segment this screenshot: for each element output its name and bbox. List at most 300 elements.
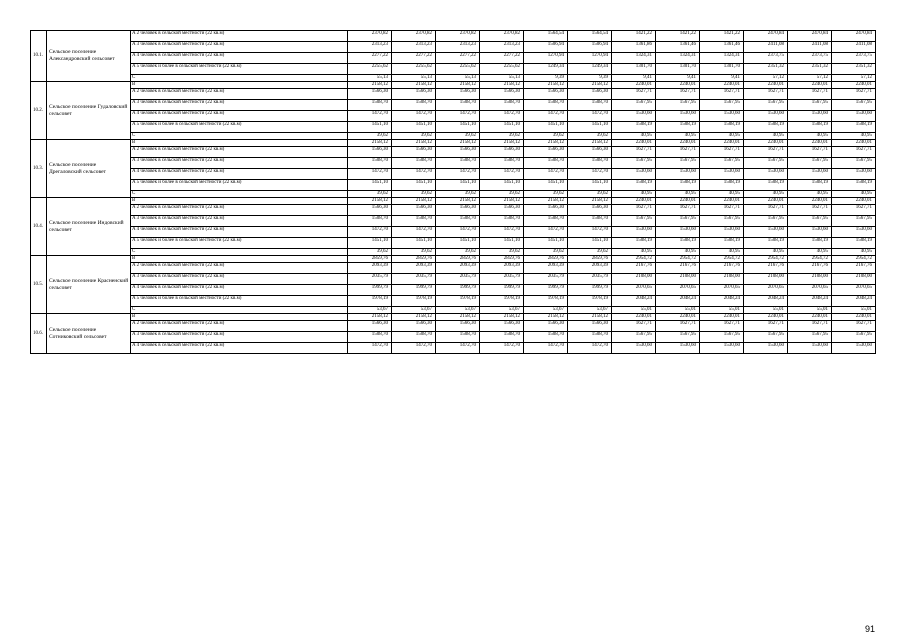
row-label: A 3 человек в сельской местности (22 кв.м) [131, 332, 348, 343]
table-row [31, 256, 876, 263]
value-cell: 1508,19 [832, 180, 876, 191]
value-cell: 1451,10 [524, 238, 568, 249]
value-cell: 2108,00 [788, 274, 832, 285]
value-cell: 2158,12 [348, 140, 392, 147]
value-cell: 55,01 [832, 307, 876, 314]
value-cell: 2158,12 [524, 82, 568, 89]
value-cell: 53,67 [392, 307, 436, 314]
value-cell: 55,13 [480, 75, 524, 82]
value-cell: 2277,22 [436, 53, 480, 64]
value-cell: 1567,95 [612, 332, 656, 343]
value-cell: 1361,46 [656, 42, 700, 53]
value-cell: 9,41 [656, 75, 700, 82]
value-cell: 1530,60 [612, 169, 656, 180]
value-cell: 1567,95 [612, 216, 656, 227]
table-row [31, 133, 876, 140]
value-cell: 2954,72 [656, 256, 700, 263]
value-cell: 2373,75 [832, 53, 876, 64]
value-cell: 1508,70 [436, 216, 480, 227]
value-cell: 1508,70 [480, 158, 524, 169]
value-cell: 1566,30 [480, 321, 524, 332]
value-cell: 55,01 [788, 307, 832, 314]
section-code: 10.1. [31, 31, 47, 82]
table-row [31, 169, 876, 180]
value-cell: 55,01 [700, 307, 744, 314]
value-cell: 1508,70 [436, 158, 480, 169]
value-cell: 1508,19 [832, 122, 876, 133]
value-cell: 1472,70 [348, 227, 392, 238]
value-cell: 1472,70 [524, 111, 568, 122]
value-cell: 1508,19 [700, 238, 744, 249]
value-cell: 2167,76 [788, 263, 832, 274]
row-label: A 4 человек в сельской местности (22 кв.м) [131, 111, 348, 122]
value-cell: 2373,75 [788, 53, 832, 64]
value-cell: 2859,76 [392, 256, 436, 263]
row-label: A 5 человек и более в сельской местности (22 кв.м) [131, 180, 348, 191]
row-label: B [131, 198, 348, 205]
row-label: A 2 человек в сельской местности (22 кв.м) [131, 321, 348, 332]
row-label: A 5 человек и более в сельской местности (22 кв.м) [131, 238, 348, 249]
table-row [31, 274, 876, 285]
value-cell: 39,62 [348, 191, 392, 198]
value-cell: 1508,19 [656, 122, 700, 133]
value-cell: 2954,72 [700, 256, 744, 263]
value-cell: 2158,12 [480, 82, 524, 89]
value-cell: 1566,30 [348, 321, 392, 332]
value-cell: 1508,19 [788, 238, 832, 249]
value-cell: 2158,12 [348, 82, 392, 89]
table-row [31, 238, 876, 249]
value-cell: 1530,60 [744, 169, 788, 180]
value-cell: 1567,95 [788, 100, 832, 111]
value-cell: 1472,70 [524, 169, 568, 180]
table-row [31, 122, 876, 133]
value-cell: 40,95 [788, 133, 832, 140]
value-cell: 1508,70 [392, 100, 436, 111]
value-cell: 1627,71 [612, 205, 656, 216]
value-cell: 2070,65 [744, 285, 788, 296]
value-cell: 1451,10 [392, 180, 436, 191]
value-cell: 2158,12 [480, 314, 524, 321]
value-cell: 1472,70 [480, 111, 524, 122]
value-cell: 40,95 [612, 249, 656, 256]
value-cell: 1508,70 [524, 158, 568, 169]
value-cell: 2351,32 [832, 64, 876, 75]
value-cell: 1566,30 [392, 205, 436, 216]
value-cell: 1567,95 [832, 332, 876, 343]
value-cell: 1564,54 [524, 31, 568, 42]
row-label: A 4 человек в сельской местности (22 кв.м) [131, 53, 348, 64]
value-cell: 2158,12 [436, 82, 480, 89]
value-cell: 1324,31 [612, 53, 656, 64]
row-label: A 3 человек в сельской местности (22 кв.м) [131, 42, 348, 53]
value-cell: 2277,22 [348, 53, 392, 64]
value-cell: 1999,79 [568, 285, 612, 296]
value-cell: 2167,76 [700, 263, 744, 274]
value-cell: 39,62 [436, 249, 480, 256]
value-cell: 40,95 [832, 133, 876, 140]
value-cell: 1508,70 [568, 100, 612, 111]
value-cell: 40,95 [700, 191, 744, 198]
value-cell: 1508,70 [436, 332, 480, 343]
value-cell: 2093,39 [392, 263, 436, 274]
value-cell: 2240,01 [612, 198, 656, 205]
value-cell: 1508,19 [744, 122, 788, 133]
value-cell: 1627,71 [832, 321, 876, 332]
value-cell: 1566,30 [480, 147, 524, 158]
value-cell: 1451,10 [480, 180, 524, 191]
value-cell: 39,62 [348, 133, 392, 140]
value-cell: 55,13 [348, 75, 392, 82]
value-cell: 39,62 [480, 133, 524, 140]
value-cell: 1567,95 [656, 216, 700, 227]
value-cell: 2240,01 [656, 198, 700, 205]
value-cell: 1508,70 [348, 216, 392, 227]
value-cell: 1472,70 [436, 343, 480, 354]
value-cell: 1566,30 [568, 89, 612, 100]
value-cell: 2240,01 [612, 82, 656, 89]
value-cell: 1530,60 [700, 227, 744, 238]
value-cell: 39,62 [524, 249, 568, 256]
value-cell: 2240,01 [656, 82, 700, 89]
value-cell: 2954,72 [744, 256, 788, 263]
value-cell: 2954,72 [832, 256, 876, 263]
row-label: B [131, 314, 348, 321]
value-cell: 1627,71 [832, 89, 876, 100]
value-cell: 53,67 [480, 307, 524, 314]
value-cell: 1567,95 [788, 216, 832, 227]
value-cell: 2158,12 [392, 314, 436, 321]
value-cell: 55,13 [392, 75, 436, 82]
value-cell: 2048,24 [656, 296, 700, 307]
value-cell: 1530,60 [656, 111, 700, 122]
value-cell: 2313,23 [348, 42, 392, 53]
value-cell: 2070,65 [612, 285, 656, 296]
value-cell: 2240,01 [832, 198, 876, 205]
settlement-name: Сельское поселение Красненский сельсовет [47, 256, 131, 314]
row-label: B [131, 82, 348, 89]
table-row [31, 75, 876, 82]
value-cell: 1567,95 [788, 158, 832, 169]
row-label: A 3 человек в сельской местности (22 кв.м) [131, 100, 348, 111]
value-cell: 1451,10 [348, 238, 392, 249]
value-cell: 1627,71 [788, 321, 832, 332]
value-cell: 2373,75 [744, 53, 788, 64]
value-cell: 1451,10 [480, 122, 524, 133]
value-cell: 1627,71 [744, 89, 788, 100]
value-cell: 1999,79 [436, 285, 480, 296]
value-cell: 1567,95 [788, 332, 832, 343]
value-cell: 2240,01 [788, 314, 832, 321]
value-cell: 2158,12 [480, 198, 524, 205]
row-label: A 4 человек в сельской местности (22 кв.м) [131, 227, 348, 238]
value-cell: 1451,10 [524, 180, 568, 191]
value-cell: 1508,70 [568, 332, 612, 343]
value-cell: 1566,30 [568, 147, 612, 158]
value-cell: 1567,95 [656, 332, 700, 343]
value-cell: 9,41 [700, 75, 744, 82]
value-cell: 1530,60 [832, 343, 876, 354]
value-cell: 2167,76 [744, 263, 788, 274]
value-cell: 1567,95 [656, 158, 700, 169]
row-label: A 2 человек в сельской местности (22 кв.м) [131, 147, 348, 158]
table-row [31, 205, 876, 216]
value-cell: 1567,95 [700, 158, 744, 169]
value-cell: 2158,12 [436, 314, 480, 321]
value-cell: 40,95 [656, 249, 700, 256]
value-cell: 1472,70 [480, 169, 524, 180]
value-cell: 2313,23 [392, 42, 436, 53]
value-cell: 1472,70 [348, 111, 392, 122]
table-row [31, 307, 876, 314]
value-cell: 39,62 [480, 249, 524, 256]
value-cell: 2240,01 [656, 314, 700, 321]
value-cell: 2070,65 [788, 285, 832, 296]
value-cell: 2370,82 [480, 31, 524, 42]
value-cell: 1451,10 [524, 122, 568, 133]
row-label: A 2 человек в сельской местности (22 кв.м) [131, 89, 348, 100]
value-cell: 1978,19 [480, 296, 524, 307]
value-cell: 2158,12 [524, 314, 568, 321]
value-cell: 1627,71 [656, 147, 700, 158]
value-cell: 40,95 [700, 249, 744, 256]
value-cell: 2255,62 [436, 64, 480, 75]
table-row [31, 100, 876, 111]
value-cell: 2158,12 [436, 140, 480, 147]
value-cell: 1270,94 [524, 53, 568, 64]
row-label: A 5 человек и более в сельской местности (22 кв.м) [131, 296, 348, 307]
row-label: C [131, 191, 348, 198]
value-cell: 1567,95 [744, 100, 788, 111]
value-cell: 1451,10 [348, 122, 392, 133]
value-cell: 1508,70 [480, 100, 524, 111]
value-cell: 1530,60 [656, 169, 700, 180]
value-cell: 1472,70 [348, 343, 392, 354]
value-cell: 40,95 [656, 191, 700, 198]
settlement-name: Сельское поселение Дрегаловский сельсовет [47, 140, 131, 198]
value-cell: 1508,70 [436, 100, 480, 111]
value-cell: 1508,70 [348, 158, 392, 169]
value-cell: 1567,95 [744, 158, 788, 169]
row-label: B [131, 256, 348, 263]
value-cell: 1530,60 [700, 343, 744, 354]
table-row [31, 285, 876, 296]
value-cell: 55,01 [612, 307, 656, 314]
value-cell: 9,41 [612, 75, 656, 82]
value-cell: 1566,30 [348, 89, 392, 100]
row-label: A 2 человек в сельской местности (22 кв.м) [131, 205, 348, 216]
value-cell: 1627,71 [656, 321, 700, 332]
value-cell: 2158,12 [524, 140, 568, 147]
value-cell: 55,01 [744, 307, 788, 314]
value-cell: 1451,10 [480, 238, 524, 249]
value-cell: 2158,12 [568, 314, 612, 321]
value-cell: 1451,10 [436, 122, 480, 133]
value-cell: 1627,71 [612, 89, 656, 100]
value-cell: 1627,71 [788, 205, 832, 216]
value-cell: 40,95 [788, 191, 832, 198]
value-cell: 1472,70 [392, 111, 436, 122]
value-cell: 1999,79 [480, 285, 524, 296]
value-cell: 2093,39 [524, 263, 568, 274]
value-cell: 1472,70 [524, 343, 568, 354]
table-row [31, 296, 876, 307]
value-cell: 1627,71 [832, 147, 876, 158]
value-cell: 1978,19 [392, 296, 436, 307]
value-cell: 1451,10 [348, 180, 392, 191]
value-cell: 1508,19 [744, 180, 788, 191]
value-cell: 1566,30 [436, 147, 480, 158]
value-cell: 2859,76 [348, 256, 392, 263]
value-cell: 1472,70 [392, 169, 436, 180]
value-cell: 1627,71 [700, 89, 744, 100]
value-cell: 1566,30 [436, 205, 480, 216]
value-cell: 1627,71 [744, 205, 788, 216]
value-cell: 2255,62 [392, 64, 436, 75]
value-cell: 1567,95 [832, 158, 876, 169]
value-cell: 1567,95 [744, 332, 788, 343]
value-cell: 1508,70 [392, 158, 436, 169]
value-cell: 1506,94 [524, 42, 568, 53]
value-cell: 2158,12 [348, 314, 392, 321]
section-code: 10.2. [31, 82, 47, 140]
value-cell: 2108,00 [612, 274, 656, 285]
row-label: C [131, 75, 348, 82]
value-cell: 2411,08 [744, 42, 788, 53]
section-code: 10.5. [31, 256, 47, 314]
row-label: C [131, 249, 348, 256]
value-cell: 2240,01 [744, 314, 788, 321]
value-cell: 39,62 [392, 191, 436, 198]
value-cell: 40,95 [832, 249, 876, 256]
value-cell: 2411,08 [832, 42, 876, 53]
value-cell: 2158,12 [524, 198, 568, 205]
value-cell: 55,13 [436, 75, 480, 82]
value-cell: 1566,30 [568, 205, 612, 216]
value-cell: 1508,70 [392, 216, 436, 227]
value-cell: 2240,01 [744, 82, 788, 89]
section-code: 10.6. [31, 314, 47, 354]
value-cell: 2240,01 [832, 82, 876, 89]
value-cell: 1508,19 [832, 238, 876, 249]
value-cell: 1508,70 [524, 100, 568, 111]
value-cell: 2954,72 [612, 256, 656, 263]
value-cell: 39,62 [348, 249, 392, 256]
table-row [31, 249, 876, 256]
value-cell: 57,12 [788, 75, 832, 82]
value-cell: 2351,32 [788, 64, 832, 75]
row-label: A 4 человек в сельской местности (22 кв.м) [131, 343, 348, 354]
value-cell: 40,95 [832, 191, 876, 198]
table-row [31, 314, 876, 321]
table-row [31, 332, 876, 343]
value-cell: 1530,60 [612, 343, 656, 354]
value-cell: 1566,30 [392, 321, 436, 332]
value-cell: 1301,70 [612, 64, 656, 75]
value-cell: 1530,60 [744, 227, 788, 238]
value-cell: 2240,01 [700, 82, 744, 89]
value-cell: 39,62 [568, 133, 612, 140]
value-cell: 1324,31 [656, 53, 700, 64]
value-cell: 40,95 [612, 191, 656, 198]
value-cell: 1451,10 [392, 122, 436, 133]
table-row [31, 198, 876, 205]
value-cell: 1451,10 [568, 180, 612, 191]
row-label: A 2 человек в сельской местности (22 кв.м) [131, 263, 348, 274]
value-cell: 1566,30 [524, 147, 568, 158]
value-cell: 1421,22 [612, 31, 656, 42]
value-cell: 1567,95 [832, 216, 876, 227]
value-cell: 1451,10 [436, 238, 480, 249]
value-cell: 1530,60 [788, 343, 832, 354]
value-cell: 1530,60 [832, 227, 876, 238]
value-cell: 2240,01 [612, 314, 656, 321]
value-cell: 53,67 [436, 307, 480, 314]
value-cell: 9,39 [524, 75, 568, 82]
value-cell: 1508,19 [788, 180, 832, 191]
value-cell: 1361,86 [612, 42, 656, 53]
table-row [31, 82, 876, 89]
value-cell: 2070,65 [700, 285, 744, 296]
value-cell: 1530,60 [744, 111, 788, 122]
value-cell: 1567,95 [700, 332, 744, 343]
value-cell: 1530,60 [656, 343, 700, 354]
table-row [31, 89, 876, 100]
value-cell: 2108,00 [832, 274, 876, 285]
value-cell: 1627,71 [832, 205, 876, 216]
value-cell: 1472,70 [436, 111, 480, 122]
value-cell: 1530,60 [788, 227, 832, 238]
value-cell: 1472,70 [524, 227, 568, 238]
table-row [31, 263, 876, 274]
row-label: A 4 человек в сельской местности (22 кв.м) [131, 169, 348, 180]
value-cell: 2158,12 [480, 140, 524, 147]
value-cell: 2470,84 [744, 31, 788, 42]
value-cell: 40,95 [744, 249, 788, 256]
value-cell: 2070,65 [656, 285, 700, 296]
value-cell: 2859,76 [480, 256, 524, 263]
value-cell: 1627,71 [612, 321, 656, 332]
value-cell: 2167,76 [656, 263, 700, 274]
value-cell: 1508,70 [480, 216, 524, 227]
value-cell: 53,67 [348, 307, 392, 314]
value-cell: 1451,10 [436, 180, 480, 191]
value-cell: 2158,12 [348, 198, 392, 205]
tariff-table [30, 30, 876, 354]
table-row [31, 53, 876, 64]
value-cell: 1627,71 [656, 205, 700, 216]
settlement-name: Сельское поселение Сотниковский сельсовет [47, 314, 131, 354]
value-cell: 2313,23 [436, 42, 480, 53]
value-cell: 2158,12 [392, 140, 436, 147]
row-label: A 3 человек в сельской местности (22 кв.м) [131, 216, 348, 227]
value-cell: 1530,60 [788, 111, 832, 122]
value-cell: 1566,30 [436, 321, 480, 332]
value-cell: 2859,76 [436, 256, 480, 263]
value-cell: 2167,76 [832, 263, 876, 274]
value-cell: 2240,01 [612, 140, 656, 147]
value-cell: 1999,79 [392, 285, 436, 296]
value-cell: 2108,00 [700, 274, 744, 285]
value-cell: 2240,01 [744, 140, 788, 147]
value-cell: 1978,19 [436, 296, 480, 307]
value-cell: 1564,54 [568, 31, 612, 42]
settlement-name: Сельское поселение Гудаловский сельсовет [47, 82, 131, 140]
value-cell: 1472,70 [568, 111, 612, 122]
value-cell: 1566,30 [348, 147, 392, 158]
value-cell: 1566,30 [480, 205, 524, 216]
row-label: A 5 человек и более в сельской местности (22 кв.м) [131, 122, 348, 133]
